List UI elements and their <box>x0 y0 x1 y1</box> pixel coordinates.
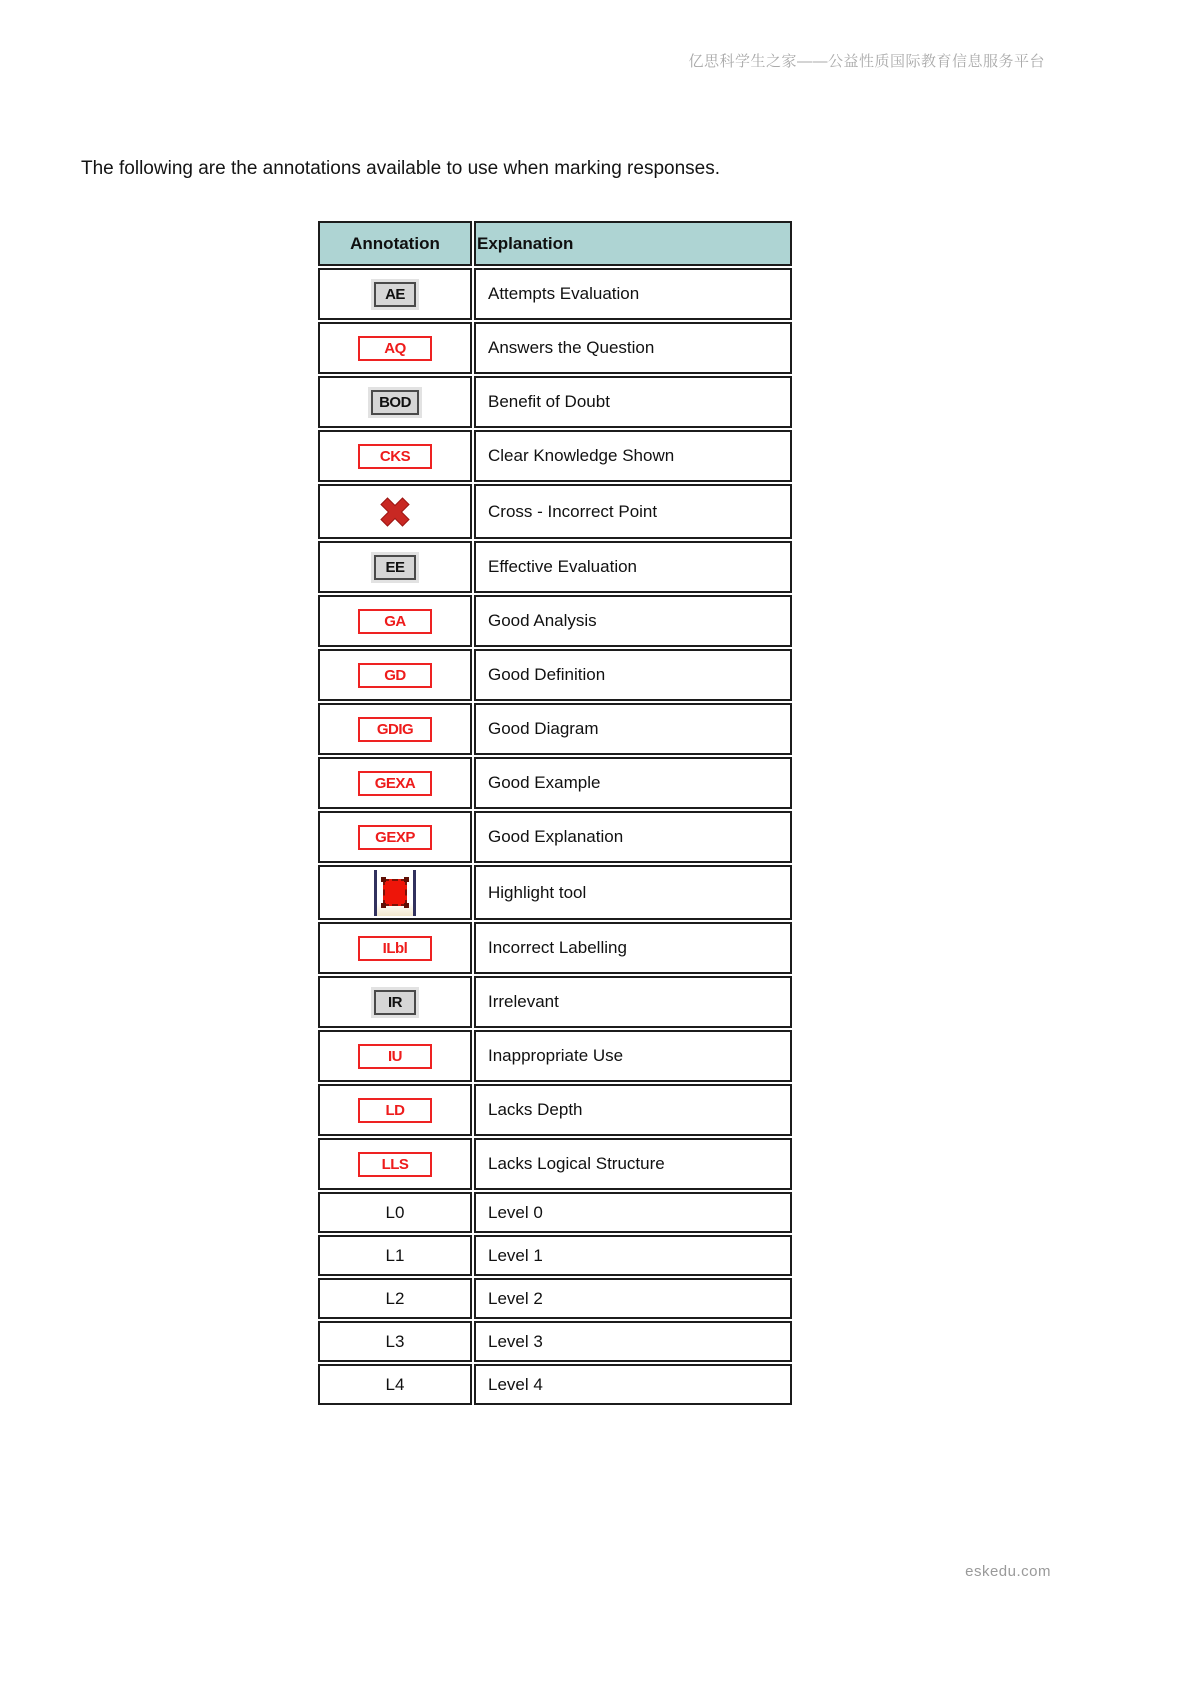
annotation-cell <box>318 541 472 593</box>
table-header-row <box>318 221 792 266</box>
table-row <box>318 922 792 974</box>
annotation-cell <box>318 649 472 701</box>
annotation-cell <box>318 484 472 539</box>
annotation-cell <box>318 811 472 863</box>
annotation-badge: EE <box>374 555 416 580</box>
annotation-badge: GDIG <box>358 717 432 742</box>
annotation-cell <box>318 1321 472 1362</box>
explanation-cell: Inappropriate Use <box>474 1030 792 1082</box>
annotation-badge: BOD <box>371 390 419 415</box>
explanation-cell: Good Diagram <box>474 703 792 755</box>
annotation-cell <box>318 1030 472 1082</box>
table-row <box>318 757 792 809</box>
intro-text: The following are the annotations available to use when marking responses. <box>81 158 720 179</box>
explanation-cell: Level 4 <box>474 1364 792 1405</box>
table-row <box>318 649 792 701</box>
table-row <box>318 376 792 428</box>
explanation-cell: Irrelevant <box>474 976 792 1028</box>
cross-icon <box>375 492 415 532</box>
table-row <box>318 1030 792 1082</box>
annotation-cell <box>318 703 472 755</box>
level-label: L2 <box>385 1288 405 1308</box>
annotation-cell <box>318 595 472 647</box>
explanation-cell: Level 3 <box>474 1321 792 1362</box>
annotation-cell <box>318 976 472 1028</box>
explanation-cell: Highlight tool <box>474 865 792 920</box>
explanation-cell: Attempts Evaluation <box>474 268 792 320</box>
annotation-badge: LD <box>358 1098 432 1123</box>
annotation-badge: ILbl <box>358 936 432 961</box>
annotation-cell <box>318 1084 472 1136</box>
table-row <box>318 595 792 647</box>
annotation-badge: LLS <box>358 1152 432 1177</box>
annotation-badge: GA <box>358 609 432 634</box>
explanation-column-header: Explanation <box>474 221 792 266</box>
annotation-cell <box>318 376 472 428</box>
explanation-cell: Level 0 <box>474 1192 792 1233</box>
table-row <box>318 322 792 374</box>
annotation-cell <box>318 865 472 920</box>
annotation-cell <box>318 268 472 320</box>
annotation-badge: GD <box>358 663 432 688</box>
explanation-cell: Good Explanation <box>474 811 792 863</box>
explanation-cell: Good Analysis <box>474 595 792 647</box>
explanation-cell: Clear Knowledge Shown <box>474 430 792 482</box>
table-row <box>318 1321 792 1362</box>
highlight-selection-square <box>383 879 407 906</box>
annotation-cell <box>318 1192 472 1233</box>
table-row <box>318 1235 792 1276</box>
highlight-tool-icon <box>374 870 416 916</box>
table-row <box>318 703 792 755</box>
annotation-column-header: Annotation <box>318 221 472 266</box>
level-label: L1 <box>385 1245 405 1265</box>
annotation-badge: AQ <box>358 336 432 361</box>
table-row <box>318 484 792 539</box>
explanation-cell: Lacks Depth <box>474 1084 792 1136</box>
level-label: L0 <box>385 1202 405 1222</box>
annotation-table-container <box>316 219 794 1407</box>
annotation-badge: IU <box>358 1044 432 1069</box>
annotation-cell <box>318 322 472 374</box>
table-row <box>318 1192 792 1233</box>
annotation-badge: AE <box>374 282 416 307</box>
annotation-badge: GEXA <box>358 771 432 796</box>
annotation-badge: GEXP <box>358 825 432 850</box>
explanation-cell: Good Example <box>474 757 792 809</box>
explanation-cell: Lacks Logical Structure <box>474 1138 792 1190</box>
table-row <box>318 541 792 593</box>
explanation-cell: Effective Evaluation <box>474 541 792 593</box>
annotation-cell <box>318 757 472 809</box>
table-row <box>318 976 792 1028</box>
annotation-cell <box>318 1235 472 1276</box>
table-row <box>318 268 792 320</box>
header-watermark: 亿思科学生之家——公益性质国际教育信息服务平台 <box>688 53 1045 70</box>
annotation-cell <box>318 922 472 974</box>
level-label: L3 <box>385 1331 405 1351</box>
table-row <box>318 1138 792 1190</box>
footer-watermark: eskedu.com <box>965 1563 1051 1580</box>
table-row <box>318 1278 792 1319</box>
level-label: L4 <box>385 1374 405 1394</box>
table-row <box>318 865 792 920</box>
annotation-badge: CKS <box>358 444 432 469</box>
table-row <box>318 811 792 863</box>
annotation-cell <box>318 1138 472 1190</box>
explanation-cell: Answers the Question <box>474 322 792 374</box>
annotation-cell <box>318 1278 472 1319</box>
table-row <box>318 1084 792 1136</box>
explanation-cell: Incorrect Labelling <box>474 922 792 974</box>
explanation-cell: Good Definition <box>474 649 792 701</box>
explanation-cell: Level 1 <box>474 1235 792 1276</box>
table-row <box>318 1364 792 1405</box>
table-row <box>318 430 792 482</box>
explanation-cell: Level 2 <box>474 1278 792 1319</box>
explanation-cell: Cross - Incorrect Point <box>474 484 792 539</box>
explanation-cell: Benefit of Doubt <box>474 376 792 428</box>
annotation-table <box>316 219 794 1407</box>
annotation-cell <box>318 430 472 482</box>
annotation-cell <box>318 1364 472 1405</box>
annotation-badge: IR <box>374 990 416 1015</box>
